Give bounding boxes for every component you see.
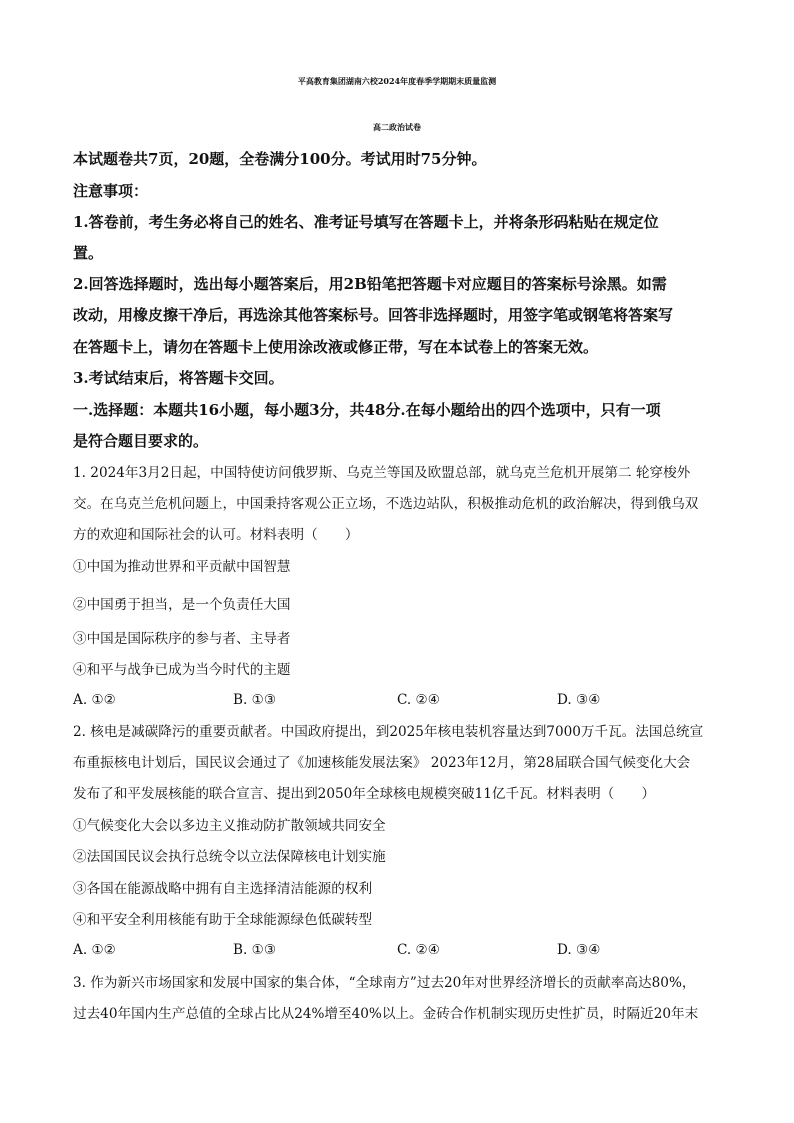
question-2-statement-2: ②法国国民议会执行总统令以立法保障核电计划实施: [73, 849, 386, 865]
question-1-option-a: A. ①②: [73, 692, 116, 708]
question-1-statement-1: ①中国为推动世界和平贡献中国智慧: [73, 559, 291, 575]
question-1-option-c: C. ②④: [397, 692, 440, 708]
notice-3: 3.考试结束后，将答题卡交回。: [73, 369, 284, 387]
question-1-option-d: D. ③④: [557, 692, 601, 708]
question-1-statement-3: ③中国是国际秩序的参与者、主导者: [73, 631, 291, 647]
question-1-statement-4: ④和平与战争已成为当今时代的主题: [73, 662, 291, 678]
question-1-option-b: B. ①③: [233, 692, 277, 708]
question-2-option-a: A. ①②: [73, 942, 116, 958]
notice-1-line-1: 1.答卷前，考生务必将自己的姓名、准考证号填写在答题卡上，并将条形码粘贴在规定位: [73, 213, 659, 231]
question-2-statement-4: ④和平安全利用核能有助于全球能源绿色低碳转型: [73, 912, 373, 928]
question-1-line-1: 1. 2024年3月2日起，中国特使访问俄罗斯、乌克兰等国及欧盟总部，就乌克兰危机开展第二 轮穿梭外: [73, 465, 691, 481]
question-2-option-c: C. ②④: [397, 942, 440, 958]
notice-2-line-3: 在答题卡上，请勿在答题卡上使用涂改液或修正带，写在本试卷上的答案无效。: [73, 338, 599, 356]
question-2-statement-3: ③各国在能源战略中拥有自主选择清洁能源的权利: [73, 881, 373, 897]
question-3-line-1: 3. 作为新兴市场国家和发展中国家的集合体，“全球南方”过去20年对世界经济增长的贡献率高达80%，: [73, 975, 696, 991]
notice-heading: 注意事项：: [73, 182, 149, 200]
question-1-statement-2: ②中国勇于担当，是一个负责任大国: [73, 597, 291, 613]
notice-2-line-1: 2.回答选择题时，选出每小题答案后，用2B铅笔把答题卡对应题目的答案标号涂黑。如需: [73, 275, 667, 293]
question-2-option-b: B. ①③: [233, 942, 277, 958]
notice-1-line-2: 置。: [73, 244, 104, 262]
question-3-line-2: 过去40年国内生产总值的全球占比从24%增至40%以上。金砖合作机制实现历史性扩员，时隔近20年末: [73, 1006, 699, 1022]
question-2-statement-1: ①气候变化大会以多边主义推动防扩散领域共同安全: [73, 818, 386, 834]
notice-2-line-2: 改动，用橡皮擦干净后，再选涂其他答案标号。回答非选择题时，用签字笔或钢笔将答案写: [73, 306, 674, 324]
question-2-line-3: 发布了和平发展核能的联合宣言、提出到2050年全球核电规模突破11亿千瓦。材料表明（ ）: [73, 786, 656, 802]
section-heading-line-2: 是符合题目要求的。: [73, 432, 209, 450]
question-1-line-3: 方的欢迎和国际社会的认可。材料表明（ ）: [73, 527, 359, 543]
question-2-option-d: D. ③④: [557, 942, 601, 958]
question-2-line-1: 2. 核电是减碳降污的重要贡献者。中国政府提出，到2025年核电装机容量达到7000万千瓦。法国总统宣: [73, 724, 704, 740]
question-1-line-2: 交。在乌克兰危机问题上，中国秉持客观公正立场，不选边站队，积极推动危机的政治解决，得到俄乌双: [73, 496, 699, 512]
exam-info: 本试题卷共7页，20题，全卷满分100分。考试用时75分钟。: [73, 150, 487, 168]
question-2-line-2: 布重振核电计划后，国民议会通过了《加速核能发展法案》 2023年12月，第28届联合国气候变化大会: [73, 755, 691, 771]
exam-subtitle: 高二政治试卷: [373, 122, 421, 132]
exam-title: 平高教育集团湖南六校2024年度春季学期期末质量监测: [297, 76, 497, 86]
section-heading-line-1: 一.选择题：本题共16小题，每小题3分，共48分.在每小题给出的四个选项中，只有一项: [73, 401, 661, 419]
